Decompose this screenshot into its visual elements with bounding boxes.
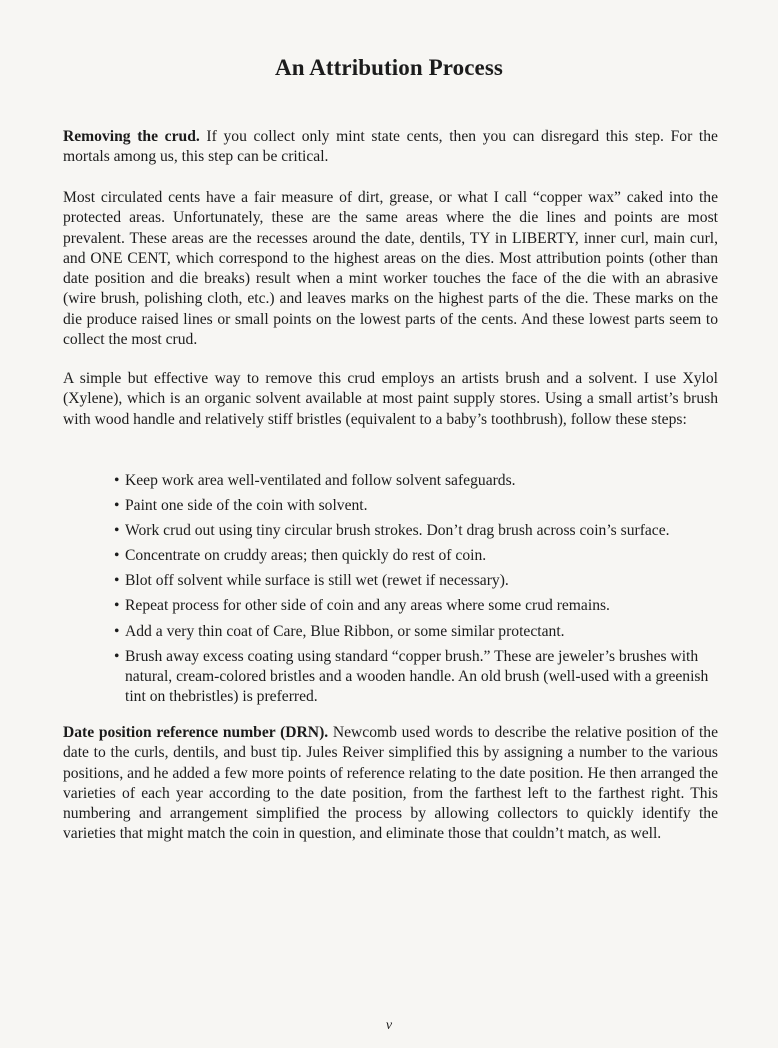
list-item: • Work crud out using tiny circular brush strokes. Don’t drag brush across coin’s surface.: [114, 521, 718, 541]
list-item: • Keep work area well-ventilated and follow solvent safeguards.: [114, 471, 718, 491]
paragraph-solvent-method: [63, 369, 718, 430]
list-item: • Repeat process for other side of coin and any areas where some crud remains.: [114, 596, 718, 616]
paragraph-text-solvent-method: A simple but effective way to remove this crud employs an artists brush and a solvent. I use Xylol (Xylene), which is an organic solvent available at most paint supply stores. Using a small artist’s brush with wood handle and relatively stiff bristles (equivalent to a baby’s toothbrush), follow these steps:: [63, 370, 718, 428]
paragraph-lead-removing-crud: Removing the crud.: [63, 128, 200, 145]
paragraph-circulated-cents: [63, 188, 718, 350]
paragraph-text-circulated-cents: Most circulated cents have a fair measure of dirt, grease, or what I call “copper wax” caked into the protected areas. Unfortunately, these are the same areas where the die lines and points are most prevalent. These areas are the recesses around the date, dentils, TY in LIBERTY, inner curl, main curl, and ONE CENT, which correspond to the highest areas on the dies. Most attribution points (other than date position and die breaks) result when a mint worker touches the face of the die with an abrasive (wire brush, polishing cloth, etc.) and leaves marks on the highest parts of the die. These marks on the die produce raised lines or small points on the lowest parts of the cents. And these lowest parts seem to collect the most crud.: [63, 189, 718, 349]
steps-list: [114, 471, 718, 712]
list-item: • Brush away excess coating using standard “copper brush.” These are jeweler’s brushes with natural, cream-colored bristles and a wooden handle. An old brush (well-used with a greenish tint on thebristles) is preferred.: [114, 647, 718, 708]
list-item: • Concentrate on cruddy areas; then quickly do rest of coin.: [114, 546, 718, 566]
list-item: • Add a very thin coat of Care, Blue Ribbon, or some similar protectant.: [114, 622, 718, 642]
paragraph-text-removing-crud: If you collect only mint state cents, then you can disregard this step. For the mortals among us, this step can be critical.: [63, 128, 718, 166]
paragraph-removing-crud: [63, 127, 718, 168]
paragraph-lead-drn: Date position reference number (DRN).: [63, 724, 329, 741]
paragraph-drn: [63, 723, 718, 845]
list-item: • Paint one side of the coin with solvent.: [114, 496, 718, 516]
page-title: An Attribution Process: [275, 55, 503, 80]
list-item: • Blot off solvent while surface is still wet (rewet if necessary).: [114, 571, 718, 591]
paragraph-text-drn: Newcomb used words to describe the relative position of the date to the curls, dentils, and bust tip. Jules Reiver simplified this by assigning a number to the various positions, and he added a few more points of reference relating to the date position. He then arranged the varieties of each year according to the date position, from the farthest left to the farthest right. This numbering and arrangement simplified the process by allowing collectors to quickly identify the varieties that might match the coin in question, and eliminate those that couldn’t match, as well.: [63, 724, 718, 843]
page-number: v: [385, 1018, 393, 1033]
